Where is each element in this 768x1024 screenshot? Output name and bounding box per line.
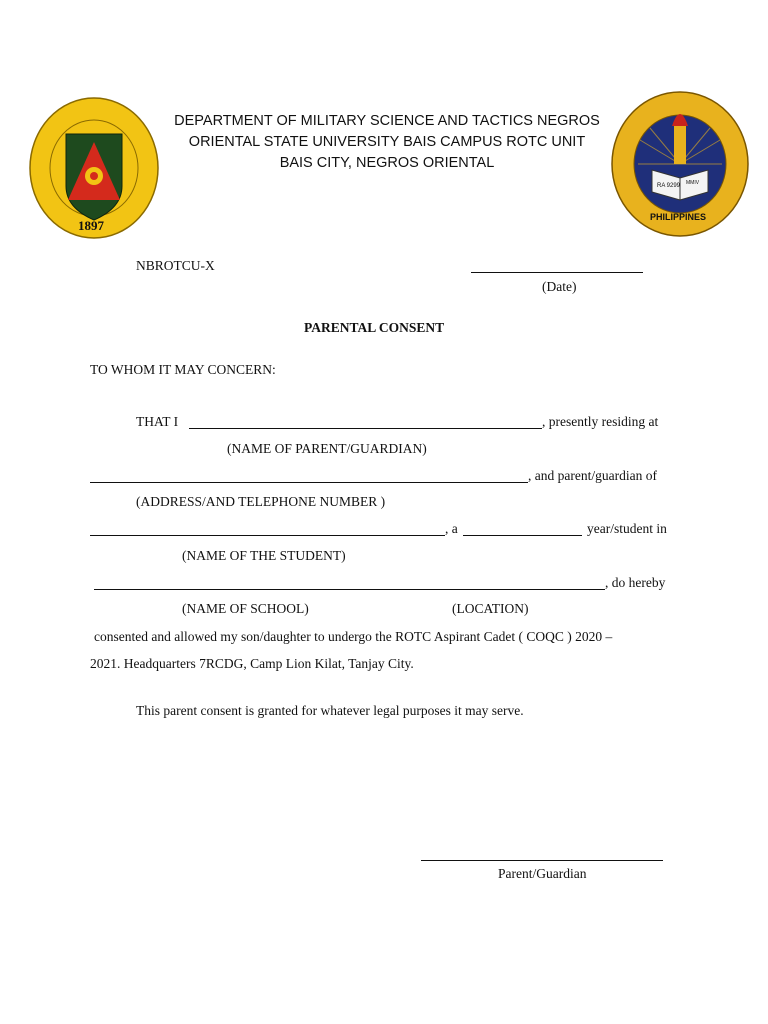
student-name-line[interactable] (90, 535, 445, 536)
signature-label: Parent/Guardian (498, 866, 587, 881)
purpose-statement: This parent consent is granted for whatever legal purposes it may serve. (136, 703, 524, 718)
name-parent-caption: (NAME OF PARENT/GUARDIAN) (227, 441, 427, 456)
parent-name-line[interactable] (189, 428, 542, 429)
university-seal-bottom-text: PHILIPPINES (650, 212, 707, 222)
consent-line-1: consented and allowed my son/daughter to undergo the ROTC Aspirant Cadet ( COQC ) 2020 – (94, 629, 613, 644)
header-line-1: DEPARTMENT OF MILITARY SCIENCE AND TACTICS NEGROS (174, 113, 600, 129)
signature-line[interactable] (421, 860, 663, 861)
school-location-line[interactable] (94, 589, 605, 590)
name-school-caption: (NAME OF SCHOOL) (182, 601, 309, 616)
year-student-label: year/student in (587, 521, 667, 536)
salutation: TO WHOM IT MAY CONCERN: (90, 362, 276, 377)
header-line-3: BAIS CITY, NEGROS ORIENTAL (279, 155, 495, 171)
document-title: PARENTAL CONSENT (304, 320, 445, 335)
address-caption: (ADDRESS/AND TELEPHONE NUMBER ) (136, 494, 386, 509)
that-i-label: THAT I (136, 414, 179, 429)
header-line-2: ORIENTAL STATE UNIVERSITY BAIS CAMPUS ROTC UNIT (188, 134, 586, 150)
parent-of-label: , and parent/guardian of (528, 468, 657, 483)
book-text-ra: RA 9299 (657, 183, 681, 189)
book-text-mmiv: MMIV (686, 180, 700, 186)
consent-line-2: 2021. Headquarters 7RCDG, Camp Lion Kilat, Tanjay City. (90, 656, 414, 671)
a-label: , a (445, 521, 458, 536)
do-hereby-label: , do hereby (605, 575, 666, 590)
army-seal-year: 1897 (78, 218, 104, 233)
location-caption: (LOCATION) (452, 601, 529, 616)
reference-code: NBROTCU-X (136, 258, 215, 273)
name-student-caption: (NAME OF THE STUDENT) (182, 548, 346, 563)
address-line[interactable] (90, 482, 528, 483)
residing-label: , presently residing at (542, 414, 659, 429)
date-line[interactable] (471, 272, 643, 273)
year-line[interactable] (463, 535, 582, 536)
date-label: (Date) (542, 279, 577, 294)
